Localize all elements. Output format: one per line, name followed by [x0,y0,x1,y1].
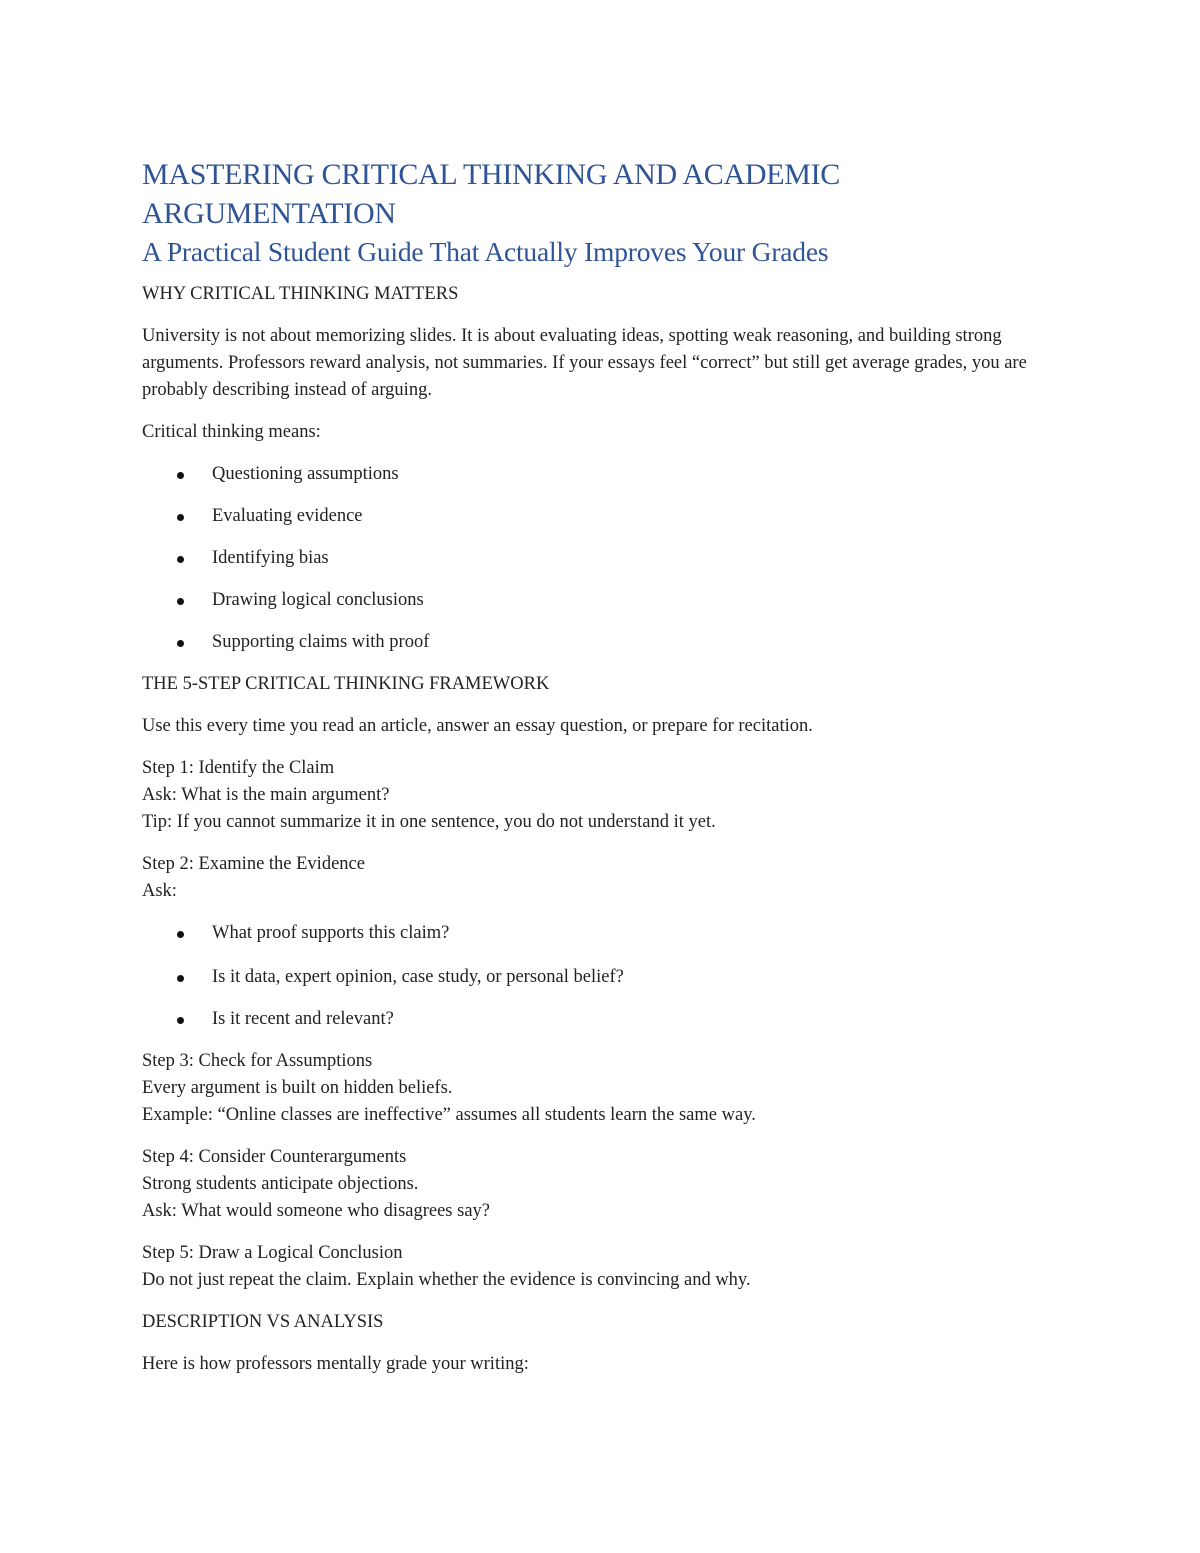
step-5-line-1: Do not just repeat the claim. Explain whether the evidence is convincing and why. [142,1270,751,1290]
bullet-icon [177,556,184,563]
bullet-icon [177,1017,184,1024]
bullet-icon [177,472,184,479]
step-4-block [142,1144,1042,1225]
critical-thinking-list [142,461,1042,656]
section-heading-why-critical-thinking: WHY CRITICAL THINKING MATTERS [142,284,459,304]
list-item: Supporting claims with proof [142,629,1042,656]
step-5-block [142,1240,1042,1294]
critical-thinking-means-label: Critical thinking means: [142,422,321,442]
bullet-icon [177,598,184,605]
list-item: What proof supports this claim? [142,920,1042,947]
document-page [142,155,1042,1378]
evidence-questions-list [142,920,1042,1033]
list-item: Drawing logical conclusions [142,587,1042,614]
step-1-line-2: Tip: If you cannot summarize it in one sentence, you do not understand it yet. [142,812,716,832]
grading-intro: Here is how professors mentally grade your writing: [142,1354,529,1374]
step-4-title: Step 4: Consider Counterarguments [142,1147,407,1167]
step-2-line-1: Ask: [142,881,177,901]
document-subtitle: A Practical Student Guide That Actually Improves Your Grades [142,236,829,267]
bullet-icon [177,975,184,982]
step-4-line-2: Ask: What would someone who disagrees say? [142,1201,491,1221]
step-1-block [142,755,1042,836]
bullet-icon [177,931,184,938]
step-3-line-1: Every argument is built on hidden beliefs. [142,1078,453,1098]
intro-paragraph: University is not about memorizing slides. It is about evaluating ideas, spotting weak reasoning, and building strong arguments. Professors reward analysis, not summaries. If your essays feel “correct” but still get average grades, you are probably describing instead of arguing. [142,326,1027,400]
section-heading-framework: THE 5-STEP CRITICAL THINKING FRAMEWORK [142,674,550,694]
step-3-title: Step 3: Check for Assumptions [142,1051,373,1071]
list-item: Evaluating evidence [142,503,1042,530]
step-3-block [142,1048,1042,1129]
section-heading-description-vs-analysis: DESCRIPTION VS ANALYSIS [142,1312,384,1332]
bullet-icon [177,514,184,521]
list-item: Is it recent and relevant? [142,1006,1042,1033]
document-title: MASTERING CRITICAL THINKING AND ACADEMIC ARGUMENTATION [142,158,840,230]
list-item: Questioning assumptions [142,461,1042,488]
step-2-title: Step 2: Examine the Evidence [142,854,365,874]
list-item: Identifying bias [142,545,1042,572]
step-1-title: Step 1: Identify the Claim [142,758,335,778]
bullet-icon [177,640,184,647]
step-3-line-2: Example: “Online classes are ineffective” assumes all students learn the same way. [142,1105,756,1125]
step-1-line-1: Ask: What is the main argument? [142,785,390,805]
framework-intro: Use this every time you read an article, answer an essay question, or prepare for recitation. [142,716,813,736]
step-2-block [142,851,1042,905]
step-4-line-1: Strong students anticipate objections. [142,1174,419,1194]
list-item: Is it data, expert opinion, case study, or personal belief? [142,964,1042,991]
step-5-title: Step 5: Draw a Logical Conclusion [142,1243,403,1263]
